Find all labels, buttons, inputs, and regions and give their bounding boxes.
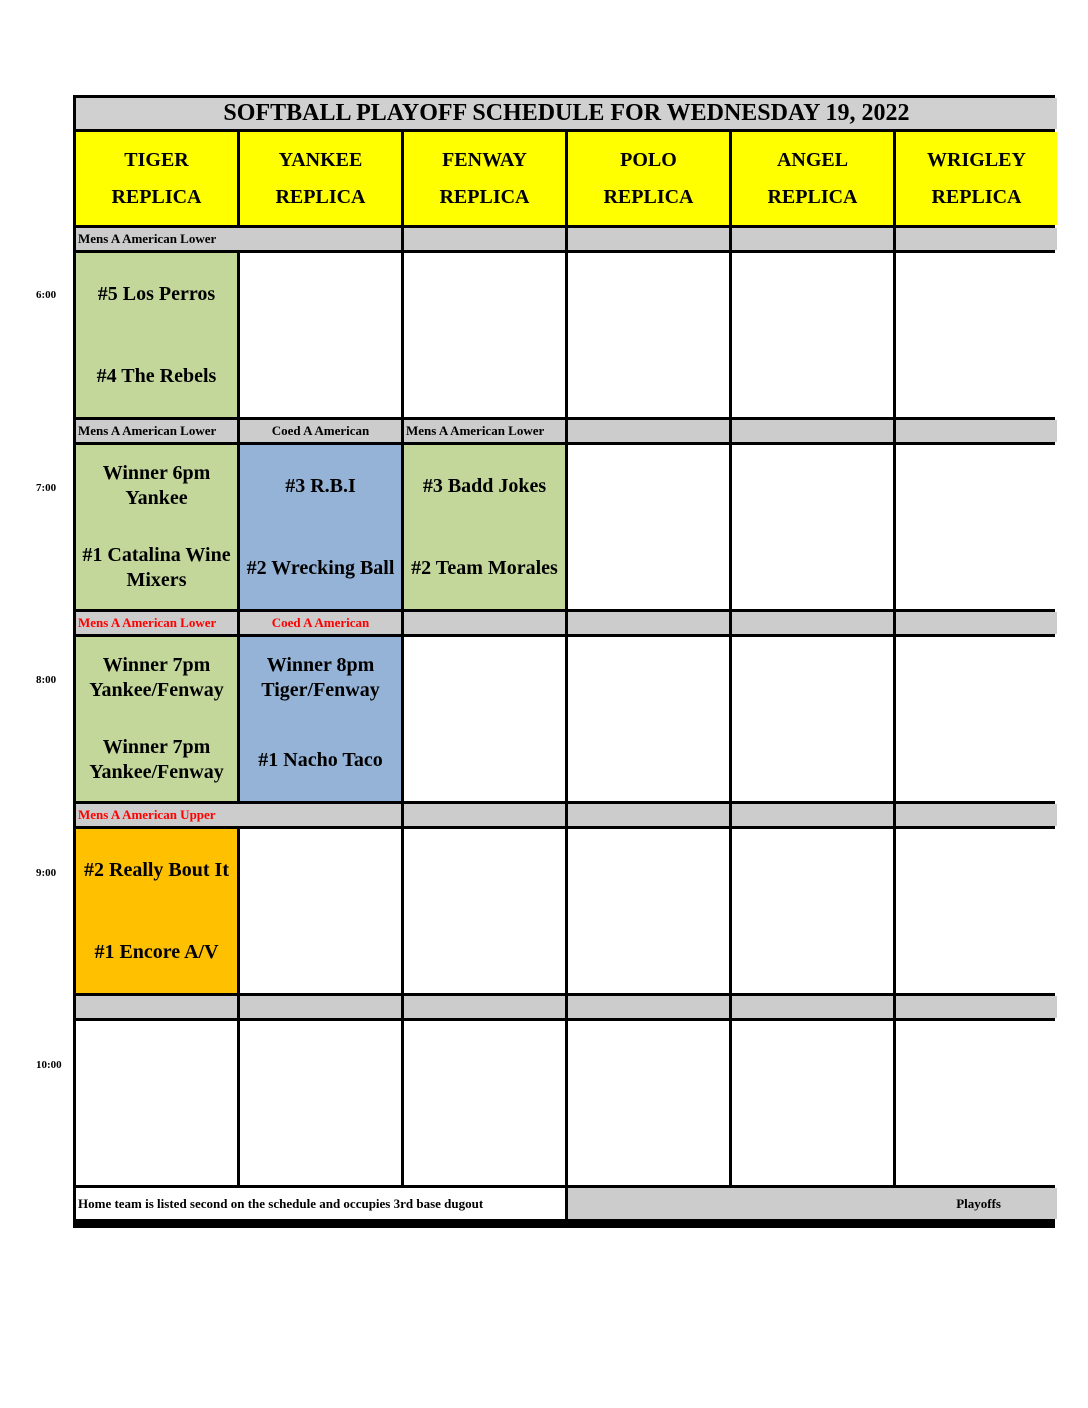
division-band-empty bbox=[404, 996, 565, 1018]
division-band-empty bbox=[732, 228, 893, 250]
game-slot bbox=[240, 445, 401, 609]
footer-note: Home team is listed second on the schedule and occupies 3rd base dugout bbox=[76, 1188, 565, 1219]
division-band-empty bbox=[732, 804, 893, 826]
field-header-wrigley bbox=[896, 132, 1057, 225]
field-name: TIGER bbox=[124, 148, 189, 171]
game-slot bbox=[76, 253, 237, 417]
schedule-title: SOFTBALL PLAYOFF SCHEDULE FOR WEDNESDAY 19, 2022 bbox=[76, 98, 1057, 129]
home-team: #1 Nacho Taco bbox=[258, 748, 383, 771]
division-band-empty bbox=[896, 228, 1057, 250]
division-band-empty bbox=[732, 996, 893, 1018]
division-band-empty bbox=[568, 420, 729, 442]
field-header-angel bbox=[732, 132, 893, 225]
home-team: #1 Encore A/V bbox=[94, 940, 219, 963]
division-band-empty bbox=[568, 804, 729, 826]
field-header-yankee bbox=[240, 132, 401, 225]
game-slot bbox=[240, 637, 401, 801]
time-label: 8:00 bbox=[36, 674, 57, 686]
empty-slot bbox=[732, 253, 893, 417]
time-label: 10:00 bbox=[36, 1059, 62, 1071]
away-team: #5 Los Perros bbox=[97, 282, 216, 305]
division-band-empty bbox=[732, 420, 893, 442]
division-band: Mens A American Lower bbox=[76, 228, 401, 250]
empty-slot bbox=[568, 1021, 729, 1185]
away-team: #3 Badd Jokes bbox=[422, 474, 547, 497]
division-band-empty bbox=[568, 612, 729, 634]
division-band: Mens A American Lower bbox=[76, 612, 237, 634]
division-band: Mens A American Lower bbox=[404, 420, 565, 442]
home-team: #1 Catalina Wine Mixers bbox=[82, 544, 231, 591]
division-band-empty bbox=[896, 612, 1057, 634]
field-name: ANGEL bbox=[776, 148, 849, 171]
division-band-empty bbox=[896, 804, 1057, 826]
field-sub: REPLICA bbox=[931, 185, 1022, 208]
empty-slot bbox=[896, 829, 1057, 993]
field-sub: REPLICA bbox=[275, 185, 366, 208]
field-header-tiger bbox=[76, 132, 237, 225]
empty-slot bbox=[732, 1021, 893, 1185]
empty-slot bbox=[896, 445, 1057, 609]
division-band-empty bbox=[732, 612, 893, 634]
empty-slot bbox=[76, 1021, 237, 1185]
away-team: Winner 6pm Yankee bbox=[102, 462, 211, 509]
home-team: #4 The Rebels bbox=[96, 364, 217, 387]
field-name: WRIGLEY bbox=[927, 148, 1026, 171]
away-team: #2 Really Bout It bbox=[84, 858, 229, 881]
game-slot bbox=[76, 445, 237, 609]
game-slot bbox=[404, 445, 565, 609]
game-slot bbox=[76, 829, 237, 993]
home-team: Winner 7pm Yankee/Fenway bbox=[89, 736, 224, 783]
schedule-table bbox=[73, 95, 1055, 1228]
division-band: Mens A American Upper bbox=[76, 804, 401, 826]
division-band-empty bbox=[404, 804, 565, 826]
division-band-empty bbox=[404, 228, 565, 250]
division-band-empty bbox=[896, 996, 1057, 1018]
division-band-empty bbox=[568, 996, 729, 1018]
division-band: Coed A American bbox=[240, 612, 401, 634]
division-band-empty bbox=[76, 996, 237, 1018]
away-team: Winner 8pm Tiger/Fenway bbox=[261, 654, 380, 701]
empty-slot bbox=[732, 637, 893, 801]
empty-slot bbox=[404, 253, 565, 417]
field-sub: REPLICA bbox=[603, 185, 694, 208]
home-team: #2 Team Morales bbox=[411, 556, 558, 579]
footer-label: Playoffs bbox=[568, 1188, 1057, 1219]
home-team: #2 Wrecking Ball bbox=[246, 556, 395, 579]
empty-slot bbox=[732, 829, 893, 993]
field-name: FENWAY bbox=[442, 148, 527, 171]
empty-slot bbox=[896, 253, 1057, 417]
empty-slot bbox=[240, 829, 401, 993]
empty-slot bbox=[568, 445, 729, 609]
field-name: YANKEE bbox=[278, 148, 363, 171]
empty-slot bbox=[240, 1021, 401, 1185]
field-sub: REPLICA bbox=[111, 185, 202, 208]
away-team: #3 R.B.I bbox=[285, 474, 356, 497]
time-label: 6:00 bbox=[36, 289, 57, 301]
division-band: Mens A American Lower bbox=[76, 420, 237, 442]
division-band-empty bbox=[240, 996, 401, 1018]
field-header-polo bbox=[568, 132, 729, 225]
time-label: 9:00 bbox=[36, 867, 57, 879]
empty-slot bbox=[732, 445, 893, 609]
game-slot bbox=[76, 637, 237, 801]
empty-slot bbox=[568, 637, 729, 801]
empty-slot bbox=[568, 829, 729, 993]
away-team: Winner 7pm Yankee/Fenway bbox=[89, 654, 224, 701]
division-band-empty bbox=[404, 612, 565, 634]
empty-slot bbox=[404, 637, 565, 801]
time-label: 7:00 bbox=[36, 482, 57, 494]
empty-slot bbox=[896, 637, 1057, 801]
empty-slot bbox=[404, 829, 565, 993]
field-sub: REPLICA bbox=[439, 185, 530, 208]
empty-slot bbox=[240, 253, 401, 417]
empty-slot bbox=[896, 1021, 1057, 1185]
division-band-empty bbox=[896, 420, 1057, 442]
division-band: Coed A American bbox=[240, 420, 401, 442]
division-band-empty bbox=[568, 228, 729, 250]
field-header-fenway bbox=[404, 132, 565, 225]
empty-slot bbox=[404, 1021, 565, 1185]
field-name: POLO bbox=[620, 148, 677, 171]
field-sub: REPLICA bbox=[767, 185, 858, 208]
empty-slot bbox=[568, 253, 729, 417]
